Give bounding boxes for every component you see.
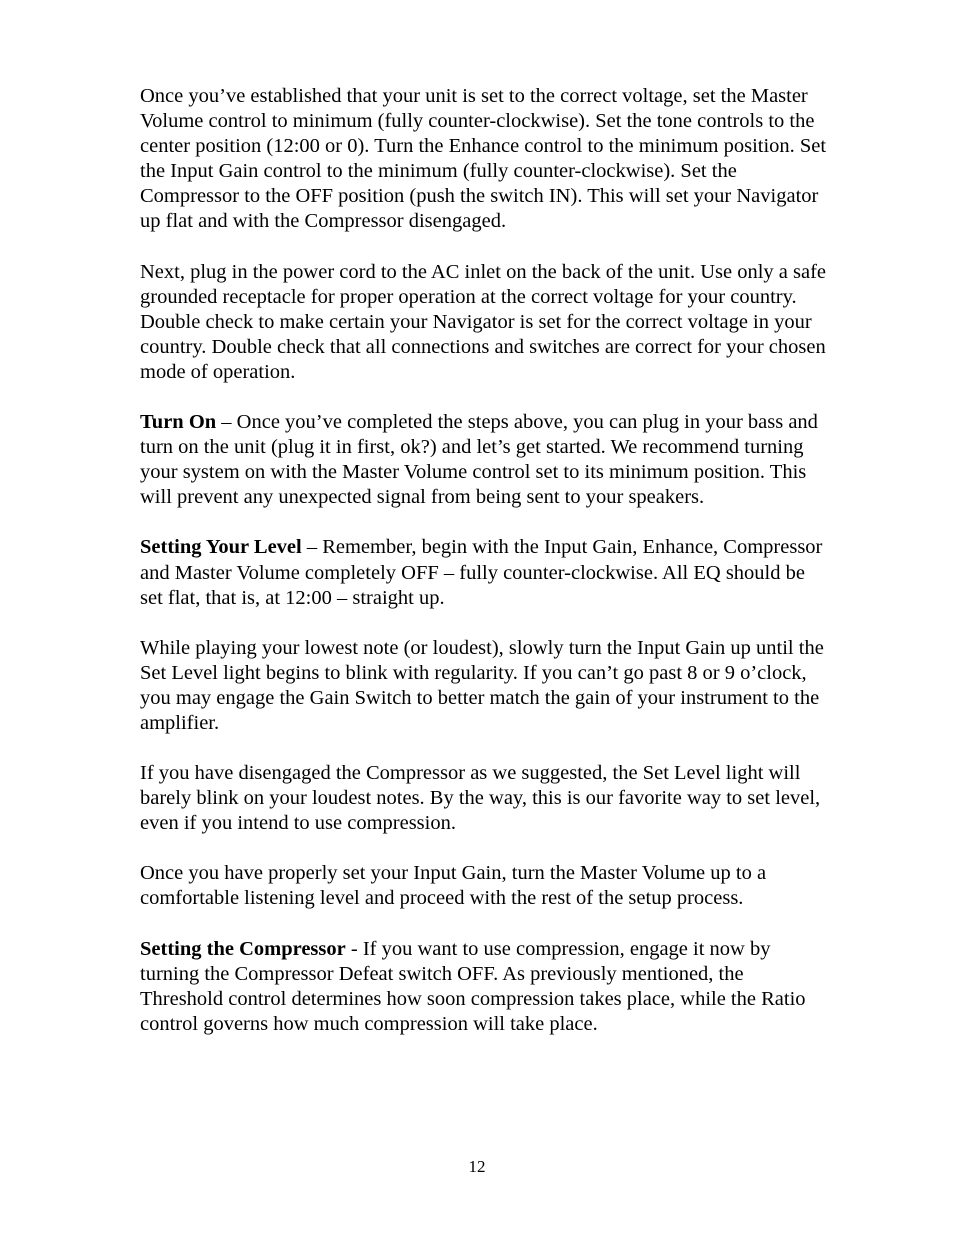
paragraph-text: Once you’ve established that your unit is set to the correct voltage, set the Master Volume control to minimum (fully counter-clockwise). Set the tone controls to the center position (12:00 or 0). Turn the Enhance control to the minimum position. Set the Input Gain control to the minimum (fully counter-clockwise). Set the Compressor to the OFF position (push the switch IN). This will set your Navigator up flat and with the Compressor disengaged.	[140, 85, 827, 233]
paragraph-text: If you have disengaged the Compressor as we suggested, the Set Level light will barely blink on your loudest notes. By the way, this is our favorite way to set level, even if you intend to use compression.	[140, 762, 821, 835]
paragraph-text: Next, plug in the power cord to the AC inlet on the back of the unit. Use only a safe grounded receptacle for proper operation at the correct voltage for your country. Double check to make certain your Navigator is set for the correct voltage in your country. Double check that all connections and switches are correct for your chosen mode of operation.	[140, 260, 827, 383]
paragraph-setup-flat	[140, 84, 830, 235]
paragraph-heading: Turn On	[140, 411, 217, 434]
paragraph-set-level-light	[140, 761, 830, 836]
paragraph-master-volume	[140, 861, 830, 911]
paragraph-text: Once you have properly set your Input Gain, turn the Master Volume up to a comfortable listening level and proceed with the rest of the setup process.	[140, 862, 767, 910]
paragraph-setting-level	[140, 535, 830, 610]
page-number: 12	[468, 1157, 486, 1176]
paragraph-heading: Setting Your Level	[140, 536, 302, 559]
paragraph-turn-on	[140, 410, 830, 510]
paragraph-text: While playing your lowest note (or loudest), slowly turn the Input Gain up until the Set Level light begins to blink with regularity. If you can’t go past 8 or 9 o’clock, you may engage the Gain Switch to better match the gain of your instrument to the amplifier.	[140, 636, 824, 734]
paragraph-text: – Remember, begin with the Input Gain, Enhance, Compressor and Master Volume completely OFF – fully counter-clockwise. All EQ should be set flat, that is, at 12:00 – straight up.	[140, 536, 823, 609]
paragraph-power-cord	[140, 260, 830, 385]
paragraph-heading: Setting the Compressor	[140, 937, 346, 960]
paragraph-setting-compressor	[140, 937, 830, 1037]
document-page	[140, 84, 830, 1062]
paragraph-input-gain	[140, 636, 830, 736]
paragraph-text: - If you want to use compression, engage it now by turning the Compressor Defeat switch OFF. As previously mentioned, the Threshold control determines how soon compression takes place, while the Ratio control governs how much compression will take place.	[140, 937, 806, 1035]
paragraph-text: – Once you’ve completed the steps above, you can plug in your bass and turn on the unit (plug it in first, ok?) and let’s get started. We recommend turning your system on with the Master Volume control set to its minimum position. This will prevent any unexpected signal from being sent to your speakers.	[140, 411, 818, 509]
